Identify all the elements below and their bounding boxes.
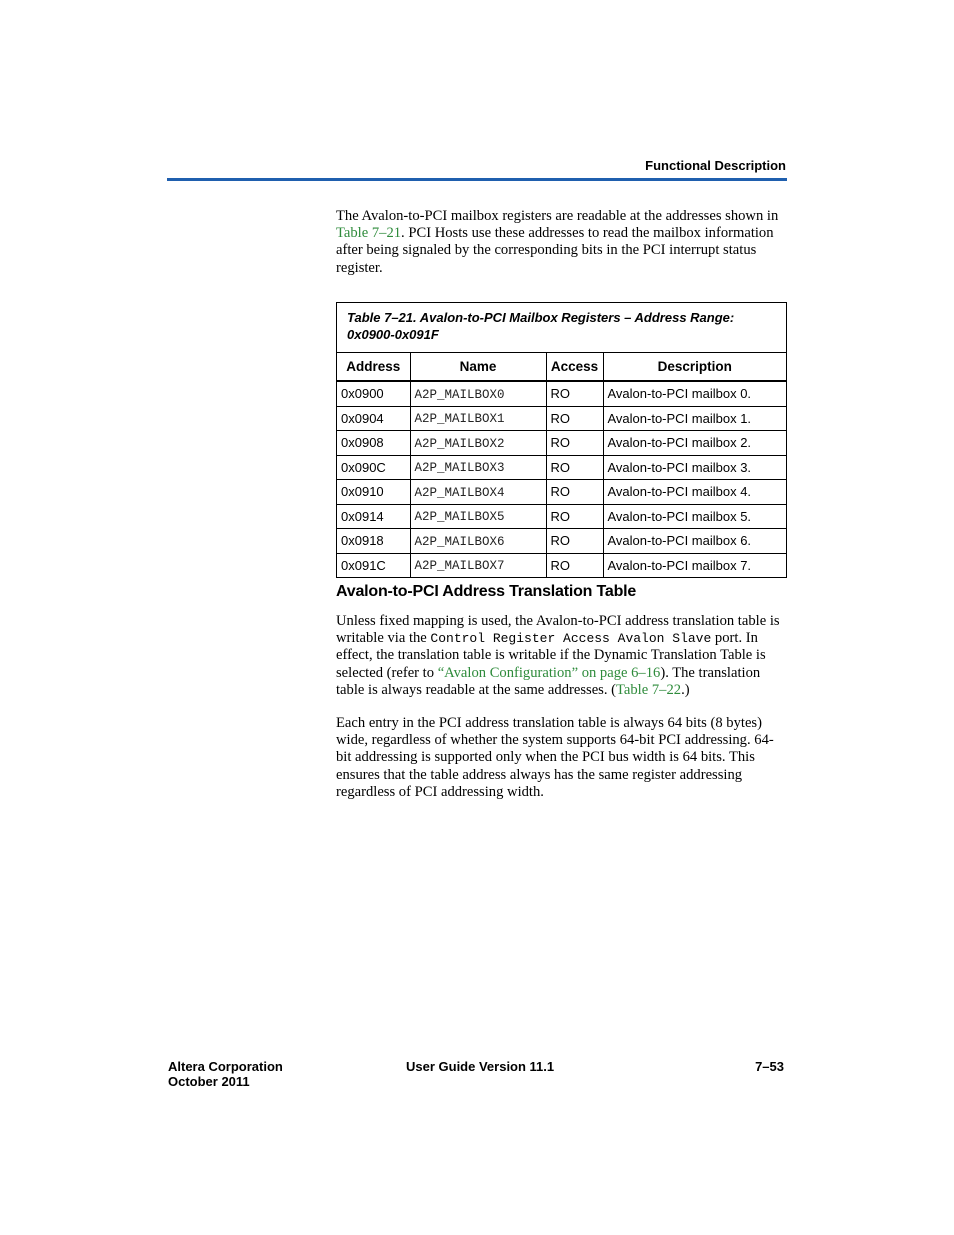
cell-access: RO — [546, 553, 603, 577]
table-7-21-link[interactable]: Table 7–21 — [336, 225, 402, 242]
table-caption: Table 7–21. Avalon-to-PCI Mailbox Registers – Address Range: 0x0900-0x091F — [337, 303, 786, 353]
translation-paragraph-2: Each entry in the PCI address translation table is always 64 bits (8 bytes) wide, regardless of whether the system supports 64-bit PCI addressing. 64-bit addressing is supported only when the PCI bus width is 64 bits. This ensures that the table address always has the same register addressing regardless of PCI addressing width. — [336, 715, 774, 800]
header-description: Description — [603, 353, 786, 381]
table-row — [337, 529, 786, 554]
running-header-title: Functional Description — [645, 158, 786, 173]
cell-description: Avalon-to-PCI mailbox 7. — [603, 553, 786, 577]
cell-name: A2P_MAILBOX0 — [410, 381, 546, 406]
cell-description: Avalon-to-PCI mailbox 0. — [603, 381, 786, 406]
para1-text-4: .) — [681, 681, 690, 698]
cell-name: A2P_MAILBOX6 — [410, 529, 546, 554]
mailbox-register-table — [336, 302, 787, 578]
header-name: Name — [410, 353, 546, 381]
cell-address: 0x090C — [337, 455, 410, 480]
section-heading: Avalon-to-PCI Address Translation Table — [336, 583, 637, 600]
table-row — [337, 504, 786, 529]
avalon-configuration-link[interactable]: “Avalon Configuration” on page 6–16 — [437, 664, 661, 681]
table-row — [337, 480, 786, 505]
para1-text-2: port. In effect, the translation table is writable if the Dynamic Translation Table is selected (refer to — [336, 630, 766, 681]
cell-address: 0x0900 — [341, 386, 384, 402]
footer-page-number: 7–53 — [755, 1059, 784, 1074]
intro-text-before: The Avalon-to-PCI mailbox registers are readable at the addresses shown in — [336, 208, 779, 224]
section-body — [336, 613, 788, 801]
cell-name: A2P_MAILBOX5 — [410, 504, 546, 529]
footer-guide-version: User Guide Version 11.1 — [406, 1059, 555, 1074]
intro-text-after: . PCI Hosts use these addresses to read the mailbox information after being signaled by the corresponding bits in the PCI interrupt status register. — [336, 225, 774, 276]
footer-company: Altera Corporation — [168, 1059, 283, 1074]
intro-paragraph-block — [336, 208, 788, 277]
table-row — [337, 553, 786, 577]
intro-paragraph — [336, 208, 788, 277]
cell-name: A2P_MAILBOX4 — [410, 480, 546, 505]
table-row — [337, 455, 786, 480]
cell-address: 0x0918 — [337, 529, 410, 554]
cell-access: RO — [546, 480, 603, 505]
header-address: Address — [337, 353, 410, 381]
cell-description: Avalon-to-PCI mailbox 1. — [603, 406, 786, 431]
cell-address: 0x091C — [337, 553, 410, 577]
cell-name: A2P_MAILBOX1 — [410, 406, 546, 431]
cell-address: 0x0904 — [337, 406, 410, 431]
cell-description: Avalon-to-PCI mailbox 4. — [603, 480, 786, 505]
cell-access: RO — [546, 406, 603, 431]
para1-text-1: Unless fixed mapping is used, the Avalon-to-PCI address translation table is writable via the — [336, 613, 780, 647]
cell-access: RO — [546, 504, 603, 529]
cell-address: 0x0914 — [337, 504, 410, 529]
cell-access: RO — [546, 431, 603, 456]
cell-description: Avalon-to-PCI mailbox 6. — [603, 529, 786, 554]
cell-access: RO — [546, 455, 603, 480]
cell-access: RO — [546, 529, 603, 554]
cell-name: A2P_MAILBOX2 — [410, 431, 546, 456]
cell-description: Avalon-to-PCI mailbox 3. — [603, 455, 786, 480]
para1-text-3: ). The translation table is always readable at the same addresses. ( — [336, 664, 761, 698]
translation-paragraph-1 — [336, 613, 788, 699]
table-7-22-link[interactable]: Table 7–22 — [616, 681, 682, 698]
para1-code: Control Register Access Avalon Slave — [430, 631, 712, 647]
header-access: Access — [546, 353, 603, 381]
table-header-row — [337, 353, 786, 381]
cell-name: A2P_MAILBOX7 — [410, 553, 546, 577]
cell-description: Avalon-to-PCI mailbox 5. — [603, 504, 786, 529]
table-row — [337, 381, 786, 406]
header-rule — [167, 178, 787, 181]
cell-description: Avalon-to-PCI mailbox 2. — [603, 431, 786, 456]
table-row — [337, 406, 786, 431]
footer-left — [168, 1059, 283, 1089]
table-row — [337, 431, 786, 456]
footer-date: October 2011 — [168, 1074, 250, 1089]
cell-name: A2P_MAILBOX3 — [410, 455, 546, 480]
cell-access: RO — [546, 381, 603, 406]
cell-address: 0x0910 — [337, 480, 410, 505]
cell-address: 0x0908 — [337, 431, 410, 456]
